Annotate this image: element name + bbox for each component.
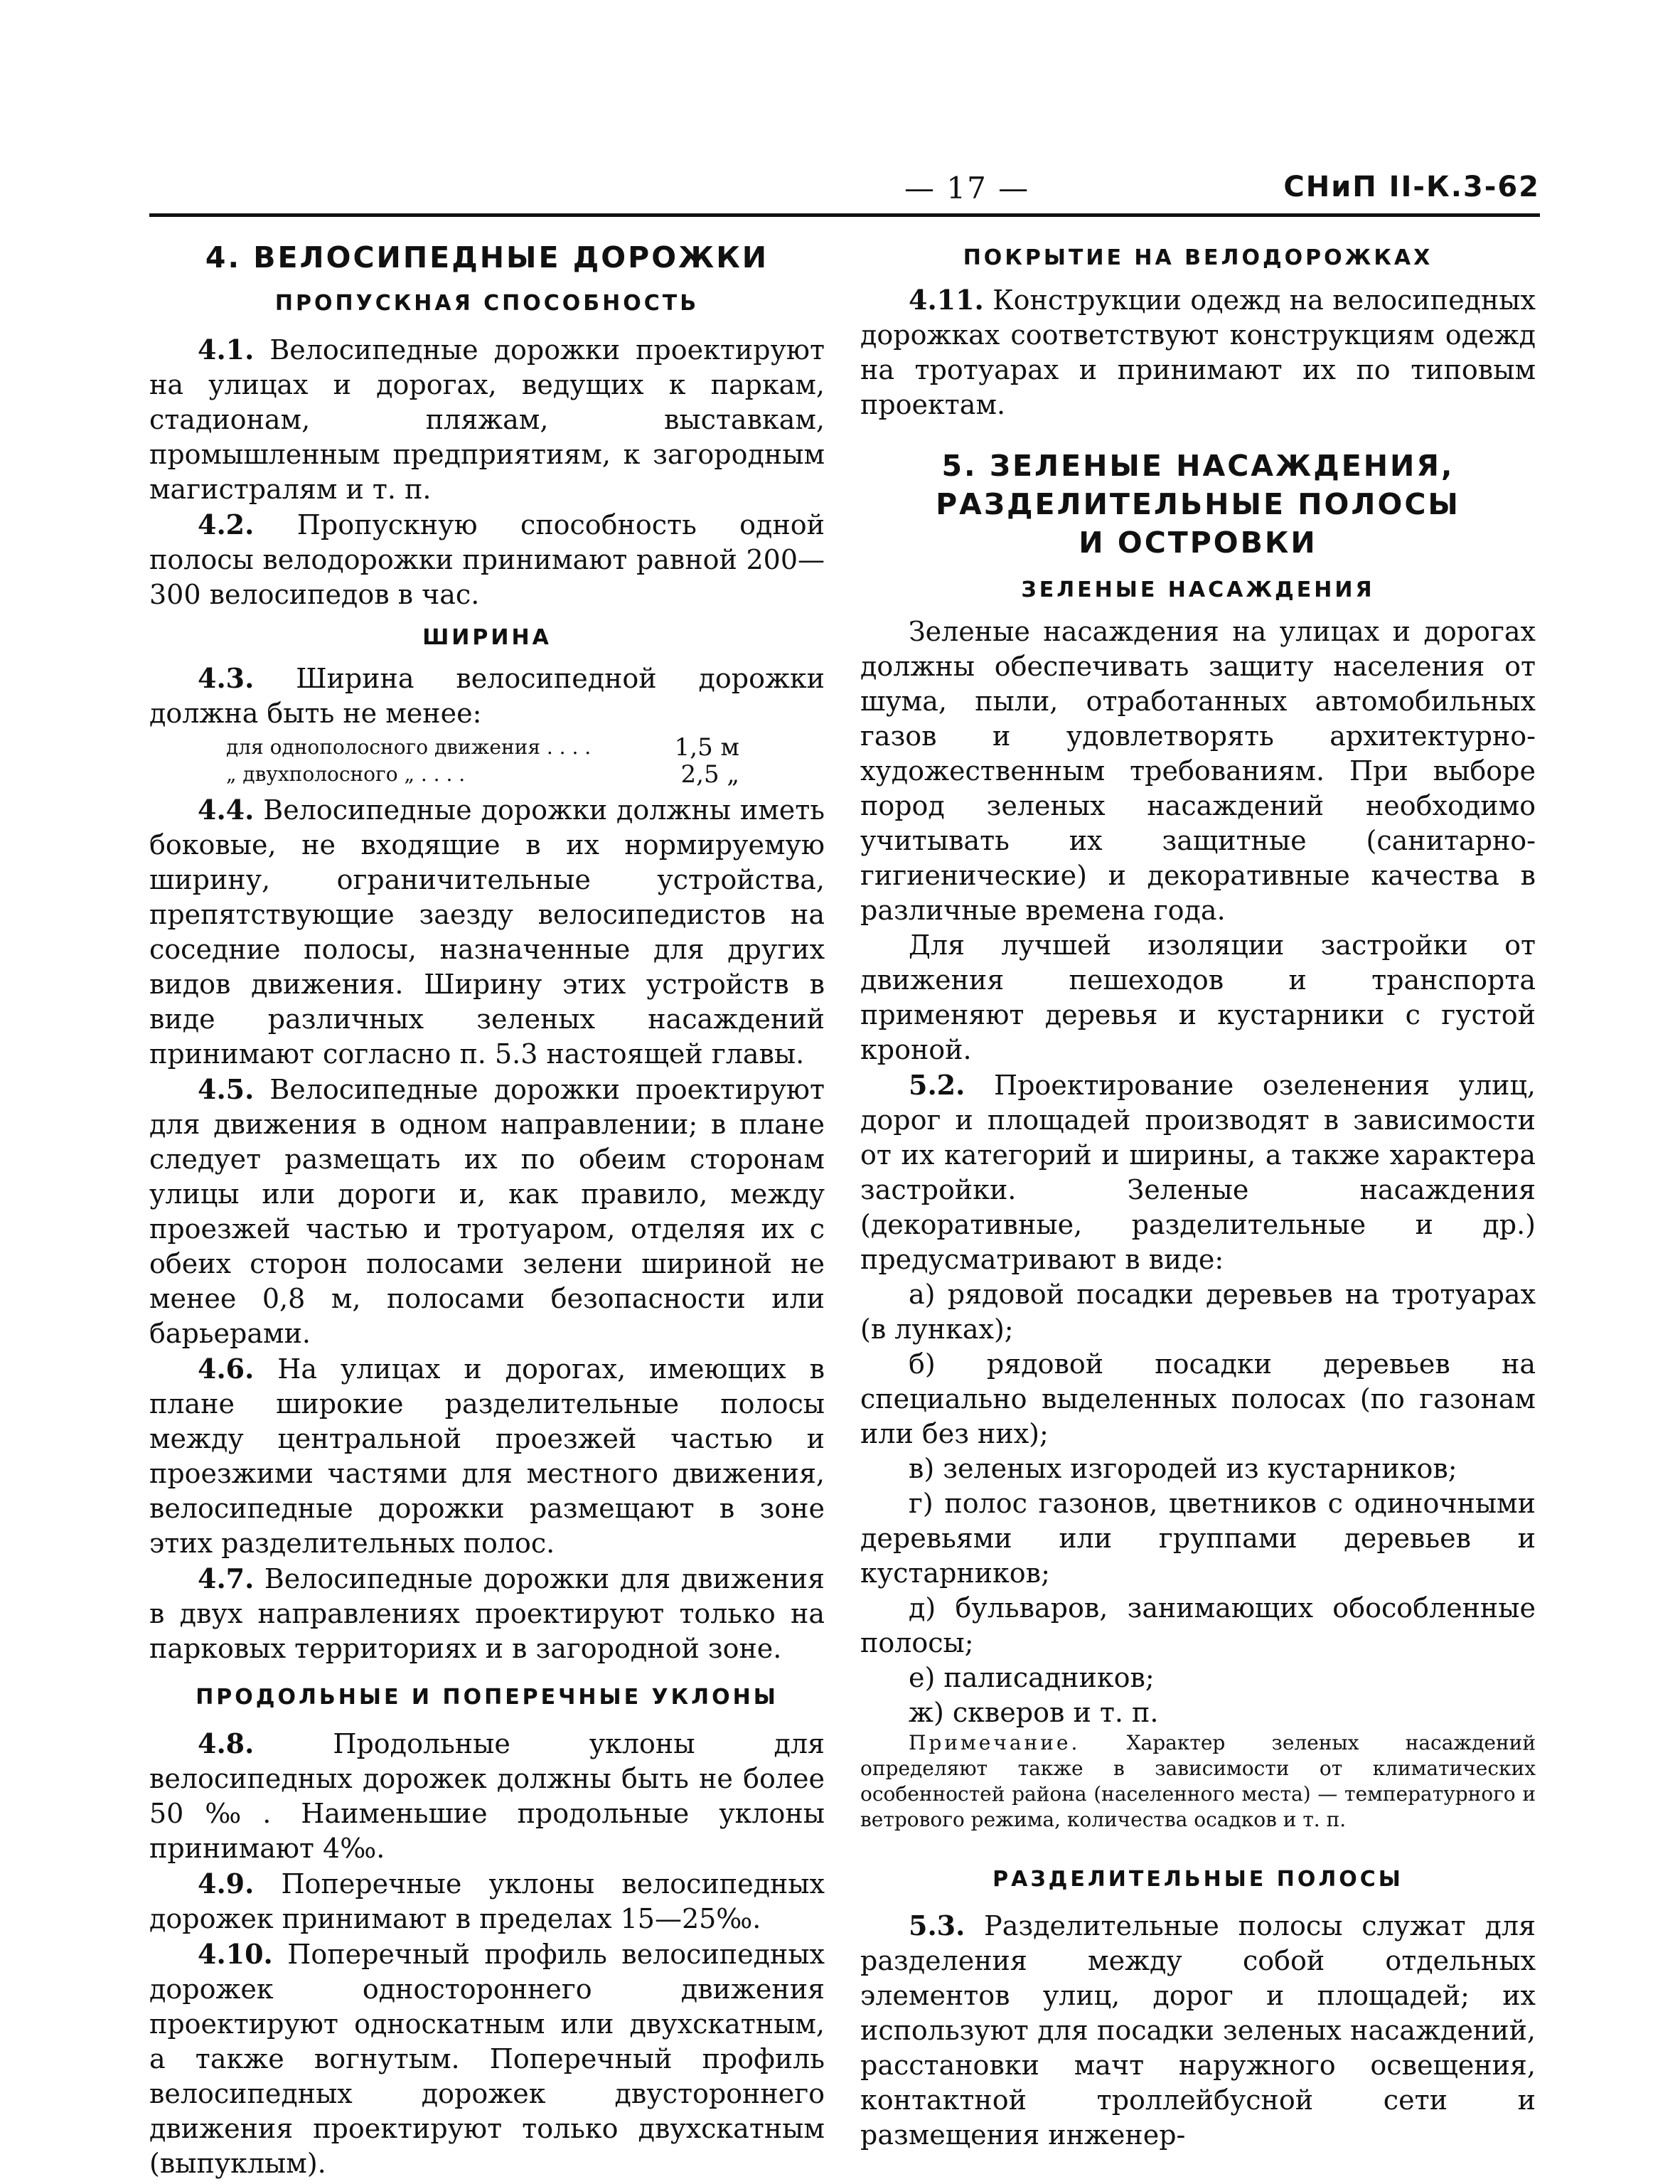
subheading-slopes: ПРОДОЛЬНЫЕ И ПОПЕРЕЧНЫЕ УКЛОНЫ bbox=[196, 1685, 779, 1710]
subheading-capacity: ПРОПУСКНАЯ СПОСОБНОСТЬ bbox=[274, 291, 700, 316]
paragraph-4-6 bbox=[149, 1351, 825, 1561]
clause-number: 4.11. bbox=[909, 284, 984, 316]
width-row-value: 2,5 „ bbox=[680, 760, 739, 789]
list-item: ж) скверов и т. п. bbox=[909, 1697, 1159, 1728]
right-column bbox=[860, 238, 1536, 2153]
clause-number: 5.3. bbox=[909, 1909, 965, 1941]
clause-text: Пропускную способность одной полосы велодорожки принимают равной 200—300 велосипедов в час. bbox=[149, 509, 825, 610]
header-rule bbox=[149, 213, 1540, 217]
clause-number: 4.2. bbox=[198, 508, 255, 540]
clause-number: 4.4. bbox=[198, 794, 255, 826]
clause-text: Ширина велосипедной дорожки должна быть не менее: bbox=[149, 663, 825, 729]
width-row-label: „ двухполосного „ . . . . bbox=[226, 762, 466, 786]
clause-text: Велосипедные дорожки должны иметь боковые, не входящие в их нормируемую ширину, ограничительные устройства, препятствующие заезду велосипедистов на соседние полосы, назначенные для других видов движения. Ширину этих устройств в виде различных зеленых насаждений принимают согласно п. 5.3 настоящей главы. bbox=[149, 794, 825, 1070]
section-title-line: И ОСТРОВКИ bbox=[1079, 526, 1317, 560]
clause-number: 4.7. bbox=[198, 1562, 255, 1594]
clause-number: 4.1. bbox=[198, 334, 255, 366]
paragraph-4-3 bbox=[149, 661, 825, 731]
list-item: д) бульваров, занимающих обособленные полосы; bbox=[860, 1592, 1536, 1658]
note-text: Характер зеленых насаждений определяют также в зависимости от климатических особенностей района (населенного места) — температурного и ветрового режима, количества осадков и т. п. bbox=[860, 1731, 1536, 1831]
clause-text: Велосипедные дорожки проектируют для движения в одном направлении; в плане следует размещать их по обеим сторонам улицы или дороги и, как правило, между проезжей частью и тротуаром, отделяя их с обеих сторон полосами зелени шириной не менее 0,8 м, полосами безопасности или барьерами. bbox=[149, 1074, 825, 1349]
page-header bbox=[149, 171, 1540, 215]
subheading-divider-strips: РАЗДЕЛИТЕЛЬНЫЕ ПОЛОСЫ bbox=[993, 1867, 1403, 1892]
clause-number: 4.5. bbox=[198, 1073, 255, 1105]
paragraph-4-8 bbox=[149, 1726, 825, 1866]
paragraph-5-1 bbox=[860, 614, 1536, 928]
clause-text: Конструкции одежд на велосипедных дорожках соответствуют конструкциям одежд на тротуарах и принимают их по типовым проектам. bbox=[860, 284, 1536, 420]
clause-text: Для лучшей изоляции застройки от движения пешеходов и транспорта применяют деревья и кустарники с густой кроной. bbox=[860, 929, 1536, 1065]
width-table bbox=[149, 734, 825, 788]
section-title-4: 4. ВЕЛОСИПЕДНЫЕ ДОРОЖКИ bbox=[205, 240, 769, 275]
paragraph-4-7 bbox=[149, 1561, 825, 1666]
list-item: г) полос газонов, цветников с одиночными деревьями или группами деревьев и кустарников; bbox=[860, 1488, 1536, 1589]
note bbox=[860, 1730, 1536, 1833]
clause-text: Поперечный профиль велосипедных дорожек одностороннего движения проектируют односкатным или двухскатным, а также вогнутым. Поперечный профиль велосипедных дорожек двустороннего движения проектируют только двухскатным (выпуклым). bbox=[149, 1939, 825, 2179]
paragraph-4-2 bbox=[149, 507, 825, 612]
clause-number: 4.6. bbox=[198, 1353, 255, 1385]
clause-number: 5.2. bbox=[909, 1069, 965, 1101]
page-number: — 17 — bbox=[904, 171, 1030, 206]
subheading-width: ШИРИНА bbox=[422, 625, 552, 650]
clause-number: 4.8. bbox=[198, 1727, 255, 1759]
paragraph-4-9 bbox=[149, 1866, 825, 1937]
width-row-label: для однополосного движения . . . . bbox=[226, 735, 592, 759]
paragraph-4-1 bbox=[149, 332, 825, 507]
width-row-two-lane bbox=[149, 761, 825, 788]
paragraph-5-1-b bbox=[860, 928, 1536, 1067]
left-column bbox=[149, 238, 825, 2181]
clause-text: Проектирование озеленения улиц, дорог и площадей производят в зависимости от их категорий и ширины, а также характера застройки. Зеленые насаждения (декоративные, разделительные и др.) предусматривают в виде: bbox=[860, 1070, 1536, 1275]
section-title-line: РАЗДЕЛИТЕЛЬНЫЕ ПОЛОСЫ bbox=[936, 487, 1460, 521]
note-label: Примечание. bbox=[909, 1731, 1081, 1754]
clause-text: Велосипедные дорожки проектируют на улицах и дорогах, ведущих к паркам, стадионам, пляжам, выставкам, промышленным предприятиям, к загородным магистралям и т. п. bbox=[149, 334, 825, 505]
width-row-value: 1,5 м bbox=[674, 733, 739, 762]
clause-text: Продольные уклоны для велосипедных дорожек должны быть не более 50‰. Наименьшие продольные уклоны принимают 4‰. bbox=[149, 1728, 825, 1864]
paragraph-4-5 bbox=[149, 1072, 825, 1351]
clause-text: На улицах и дорогах, имеющих в плане широкие разделительные полосы между центральной проезжей частью и проезжими частями для местного движения, велосипедные дорожки размещают в зоне этих разделительных полос. bbox=[149, 1353, 825, 1559]
clause-text: Зеленые насаждения на улицах и дорогах должны обеспечивать защиту населения от шума, пыли, отработанных автомобильных газов и удовлетворять архитектурно-художественным требованиям. При выборе пород зеленых насаждений необходимо учитывать их защитные (санитарно-гигиенические) и декоративные качества в различные времена года. bbox=[860, 616, 1536, 926]
paragraph-4-4 bbox=[149, 792, 825, 1072]
paragraph-5-2 bbox=[860, 1067, 1536, 1277]
paragraph-4-11 bbox=[860, 282, 1536, 422]
subheading-green-plantings: ЗЕЛЕНЫЕ НАСАЖДЕНИЯ bbox=[1021, 577, 1375, 602]
list-item: е) палисадников; bbox=[909, 1662, 1155, 1693]
list-item: в) зеленых изгородей из кустарников; bbox=[909, 1453, 1457, 1484]
clause-text: Разделительные полосы служат для разделения между собой отдельных элементов улиц, дорог и площадей; их используют для посадки зеленых насаждений, расстановки мачт наружного освещения, контактной троллейбусной сети и размещения инженер- bbox=[860, 1910, 1536, 2151]
clause-number: 4.3. bbox=[198, 662, 255, 694]
list-item: б) рядовой посадки деревьев на специально выделенных полосах (по газонам или без них); bbox=[860, 1348, 1536, 1449]
subheading-surface: ПОКРЫТИЕ НА ВЕЛОДОРОЖКАХ bbox=[963, 245, 1433, 270]
document-code: СНиП II-К.3-62 bbox=[1283, 171, 1540, 203]
clause-text: Поперечные уклоны велосипедных дорожек принимают в пределах 15—25‰. bbox=[149, 1868, 825, 1934]
list-item: а) рядовой посадки деревьев на тротуарах (в лунках); bbox=[860, 1279, 1536, 1345]
planting-types-list bbox=[860, 1277, 1536, 1730]
section-title-5 bbox=[860, 447, 1536, 562]
clause-number: 4.10. bbox=[198, 1938, 273, 1970]
paragraph-4-10 bbox=[149, 1937, 825, 2181]
clause-text: Велосипедные дорожки для движения в двух направлениях проектируют только на парковых территориях и в загородной зоне. bbox=[149, 1563, 825, 1664]
paragraph-5-3 bbox=[860, 1908, 1536, 2153]
clause-number: 4.9. bbox=[198, 1868, 255, 1900]
width-row-single-lane bbox=[149, 734, 825, 761]
section-title-line: 5. ЗЕЛЕНЫЕ НАСАЖДЕНИЯ, bbox=[941, 449, 1455, 483]
